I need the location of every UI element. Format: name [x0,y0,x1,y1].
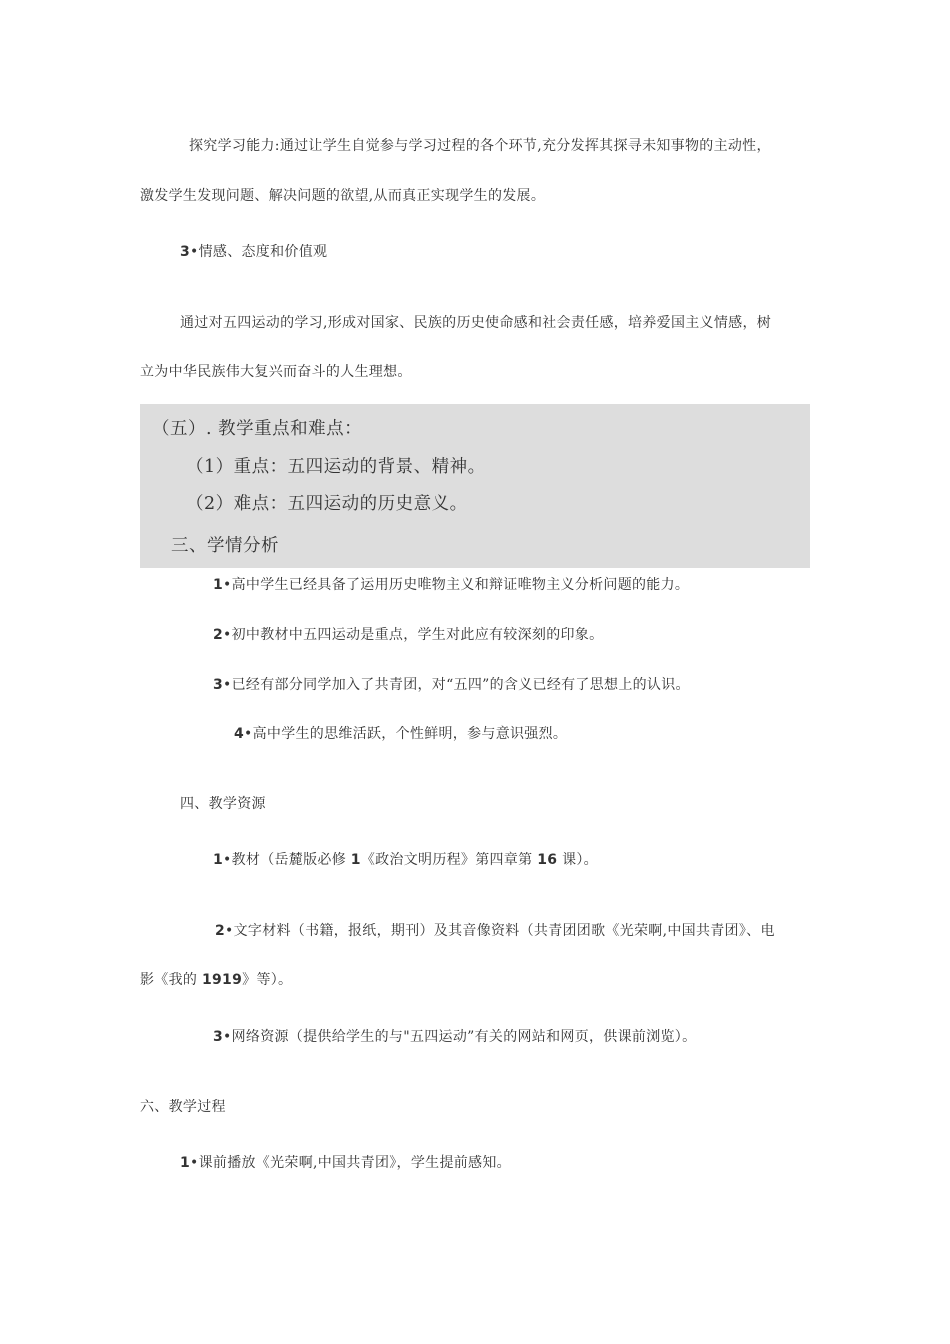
analysis-item [213,625,603,645]
resource-item-materials [215,921,775,941]
resource-item-number: 3 [213,1029,224,1045]
analysis-heading: 三、学情分析 [171,536,279,556]
key-points-heading: （五）. 教学重点和难点： [152,419,363,439]
resource-item-network [213,1027,696,1047]
inquiry-paragraph-line2: 激发学生发现问题、解决问题的欲望,从而真正实现学生的发展。 [140,188,546,204]
resource-text: 影《我的 [140,972,198,988]
resource-volume-number: 1 [350,852,361,868]
resources-heading: 四、教学资源 [180,796,266,812]
emotion-heading-text: •情感、态度和价值观 [190,244,328,260]
emotion-heading-number: 3 [180,244,191,260]
analysis-item-number: 3 [213,677,224,693]
resource-text: 》等）。 [242,972,293,988]
process-item-text: •课前播放《光荣啊,中国共青团》，学生提前感知。 [190,1155,511,1171]
key-point-focus: （1）重点：五四运动的背景、精神。 [186,457,486,477]
analysis-item [234,724,567,744]
analysis-item-text: •初中教材中五四运动是重点，学生对此应有较深刻的印象。 [223,627,604,643]
resource-lesson-number: 16 [537,852,558,868]
key-point-difficulty: （2）难点：五四运动的历史意义。 [186,494,468,514]
resource-text: •网络资源（提供给学生的与"五四运动”有关的网站和网页，供课前浏览）。 [223,1029,697,1045]
resource-text: 《政治文明历程》第四章第 [360,852,533,868]
resource-item-materials-line2 [140,970,292,990]
emotion-paragraph-line2: 立为中华民族伟大复兴而奋斗的人生理想。 [140,364,412,380]
analysis-item [213,575,689,595]
analysis-item [213,675,690,695]
resource-item-number: 1 [213,852,224,868]
process-heading: 六、教学过程 [140,1099,226,1115]
resource-item-textbook [213,850,598,870]
process-item-number: 1 [180,1155,191,1171]
inquiry-paragraph-line1: 探究学习能力:通过让学生自觉参与学习过程的各个环节,充分发挥其探寻未知事物的主动性， [189,138,771,154]
emotion-paragraph-line1: 通过对五四运动的学习,形成对国家、民族的历史使命感和社会责任感，培养爱国主义情感，树 [180,315,772,331]
process-item [180,1153,511,1173]
resource-item-number: 2 [215,923,226,939]
analysis-item-text: •已经有部分同学加入了共青团，对“五四”的含义已经有了思想上的认识。 [223,677,690,693]
resource-text: 课）。 [562,852,598,868]
analysis-item-number: 4 [234,726,245,742]
resource-year-number: 1919 [201,972,243,988]
resource-text: •教材（岳麓版必修 [223,852,347,868]
resource-text: •文字材料（书籍，报纸，期刊）及其音像资料（共青团团歌《光荣啊,中国共青团》、电 [225,923,775,939]
analysis-item-text: •高中学生已经具备了运用历史唯物主义和辩证唯物主义分析问题的能力。 [223,577,690,593]
analysis-item-number: 1 [213,577,224,593]
analysis-item-text: •高中学生的思维活跃，个性鲜明，参与意识强烈。 [244,726,568,742]
emotion-heading [180,242,327,262]
analysis-item-number: 2 [213,627,224,643]
